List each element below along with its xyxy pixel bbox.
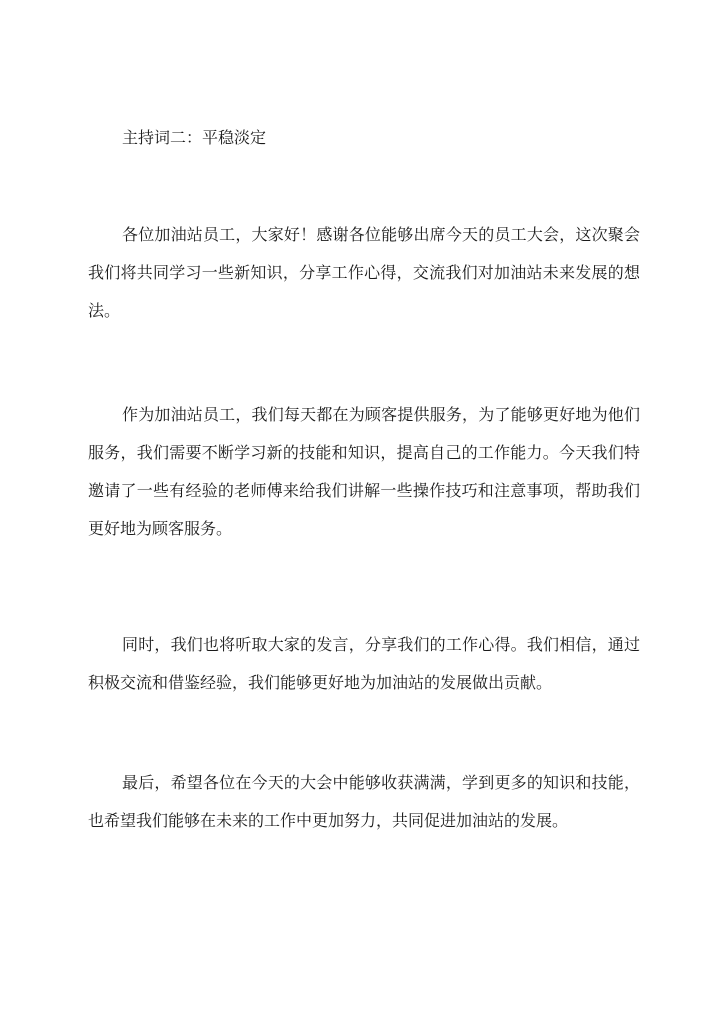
paragraph-greeting: 各位加油站员工，大家好！感谢各位能够出席今天的员工大会，这次聚会我们将共同学习一些新知识，分享工作心得，交流我们对加油站未来发展的想法。 bbox=[88, 225, 640, 320]
document-heading: 主持词二：平稳淡定 bbox=[122, 128, 267, 147]
paragraph-service: 作为加油站员工，我们每天都在为顾客提供服务，为了能够更好地为他们服务，我们需要不断学习新的技能和知识，提高自己的工作能力。今天我们特邀请了一些有经验的老师傅来给我们讲解一些操作技巧和注意事项，帮助我们更好地为顾客服务。 bbox=[88, 405, 640, 538]
paragraph-sharing: 同时，我们也将听取大家的发言，分享我们的工作心得。我们相信，通过积极交流和借鉴经验，我们能够更好地为加油站的发展做出贡献。 bbox=[88, 635, 640, 692]
paragraph-closing: 最后，希望各位在今天的大会中能够收获满满，学到更多的知识和技能，也希望我们能够在未来的工作中更加努力，共同促进加油站的发展。 bbox=[88, 773, 640, 830]
